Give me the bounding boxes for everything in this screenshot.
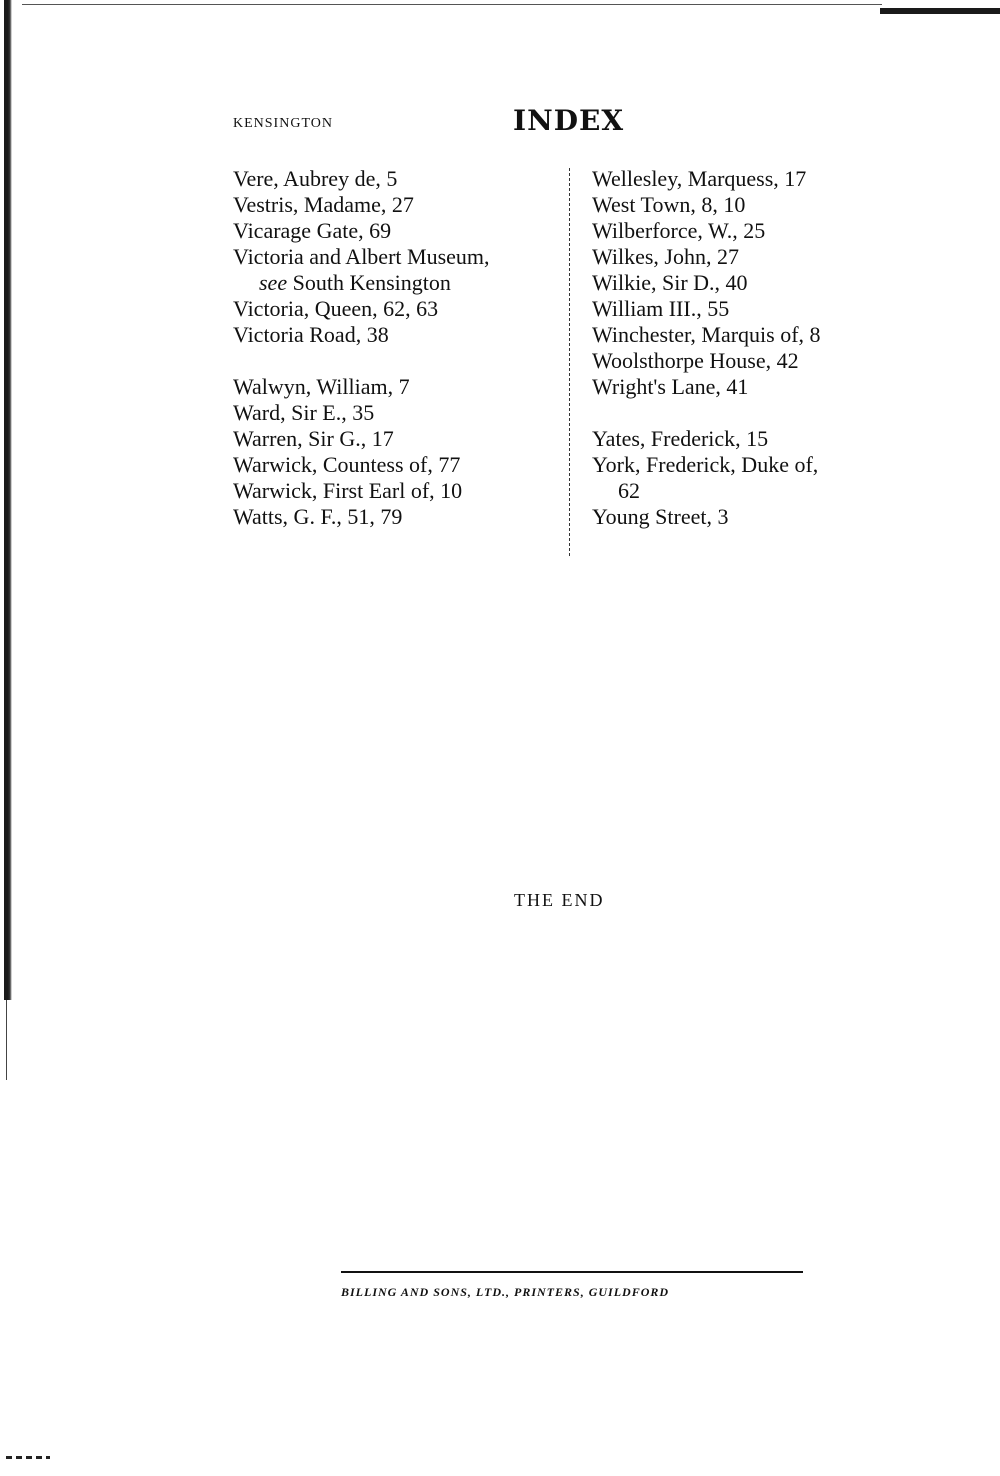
index-entry: Wilkes, John, 27: [592, 244, 739, 269]
imprint-rule: [341, 1271, 803, 1273]
page-title: INDEX: [513, 104, 625, 137]
index-entry: Warwick, First Earl of, 10: [233, 478, 463, 503]
scan-edge-left: [4, 0, 12, 1000]
index-entry: Wright's Lane, 41: [592, 374, 749, 399]
the-end-text: THE END: [514, 890, 605, 910]
index-entry: Winchester, Marquis of, 8: [592, 322, 821, 347]
index-entry: Victoria Road, 38: [233, 322, 389, 347]
index-entry-cross-reference: [233, 270, 563, 296]
index-entry: York, Frederick, Duke of,: [592, 452, 819, 477]
see-word: see: [259, 270, 288, 295]
running-head: KENSINGTON: [233, 116, 333, 131]
index-entry: Victoria, Queen, 62, 63: [233, 296, 439, 321]
see-target: South Kensington: [292, 270, 451, 295]
index-entry: Ward, Sir E., 35: [233, 400, 375, 425]
index-entry: Vicarage Gate, 69: [233, 218, 392, 243]
index-column-right: [592, 166, 922, 530]
index-entry: Vere, Aubrey de, 5: [233, 166, 398, 191]
index-entry: Watts, G. F., 51, 79: [233, 504, 403, 529]
index-entry: Warren, Sir G., 17: [233, 426, 394, 451]
index-entry-continuation: 62: [618, 478, 640, 503]
index-entry: Vestris, Madame, 27: [233, 192, 414, 217]
index-entry: Warwick, Countess of, 77: [233, 452, 461, 477]
index-entry: Wilberforce, W., 25: [592, 218, 766, 243]
index-entry: William III., 55: [592, 296, 730, 321]
index-entry: Walwyn, William, 7: [233, 374, 410, 399]
scan-edge-left-thin: [6, 1000, 7, 1080]
index-entry: Young Street, 3: [592, 504, 729, 529]
index-column-left: [233, 166, 563, 530]
index-entry: Victoria and Albert Museum,: [233, 244, 490, 269]
index-entry: Yates, Frederick, 15: [592, 426, 769, 451]
scan-mark-bottom: [6, 1456, 50, 1459]
printer-imprint: BILLING AND SONS, LTD., PRINTERS, GUILDFORD: [341, 1285, 670, 1299]
scan-edge-top-thin: [22, 4, 882, 5]
index-entry: Wellesley, Marquess, 17: [592, 166, 807, 191]
group-spacer: [233, 348, 563, 374]
column-divider: [569, 168, 570, 556]
scan-edge-top: [880, 8, 1000, 14]
index-entry: West Town, 8, 10: [592, 192, 746, 217]
index-entry: Wilkie, Sir D., 40: [592, 270, 748, 295]
index-entry: Woolsthorpe House, 42: [592, 348, 799, 373]
group-spacer: [592, 400, 922, 426]
